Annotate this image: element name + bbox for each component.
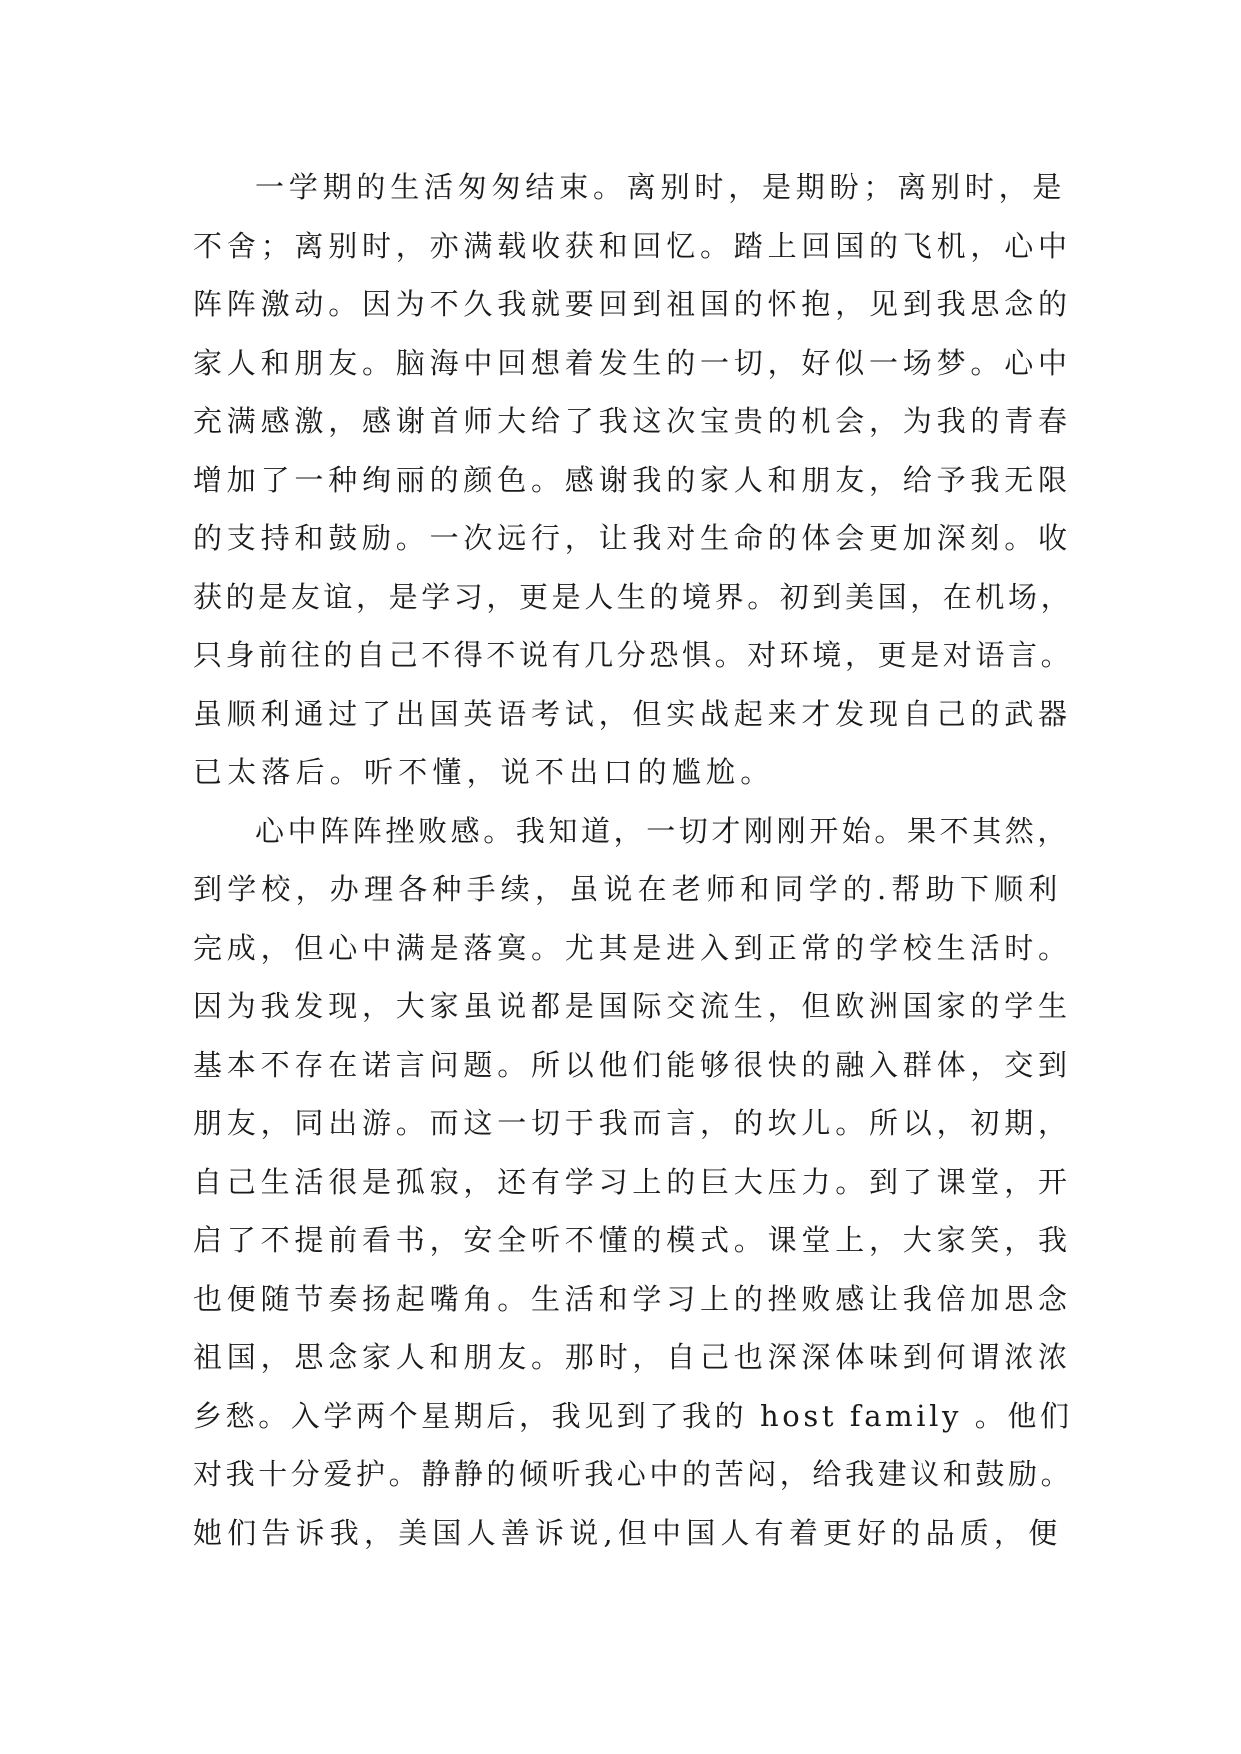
text-line: 启了不提前看书，安全听不懂的模式。课堂上，大家笑，我 (193, 1223, 1072, 1257)
paragraph-1 (193, 158, 1073, 802)
text-line: 心中阵阵挫败感。我知道，一切才刚刚开始。果不其然， (255, 813, 1071, 848)
text-line: 获的是友谊，是学习，更是人生的境界。初到美国，在机场， (193, 579, 1074, 614)
text-line: 的支持和鼓励。一次远行，让我对生命的体会更加深刻。收 (193, 521, 1072, 555)
text-line: 对我十分爱护。静静的倾听我心中的苦闷，给我建议和鼓励。 (193, 1457, 1074, 1491)
text-line: 基本不存在诺言问题。所以他们能够很快的融入群体，交到 (193, 1047, 1072, 1082)
text-line: 自己生活很是孤寂，还有学习上的巨大压力。到了课堂，开 (193, 1164, 1072, 1199)
body-text (193, 158, 1073, 1562)
text-line: 朋友，同出游。而这一切于我而言，的坎儿。所以，初期， (193, 1106, 1072, 1140)
text-line: 到学校，办理各种手续，虽说在老师和同学的.帮助下顺利 (193, 872, 1063, 906)
text-line: 也便随节奏扬起嘴角。生活和学习上的挫败感让我倍加思念 (193, 1281, 1072, 1316)
text-line: 充满感激，感谢首师大给了我这次宝贵的机会，为我的青春 (193, 404, 1072, 438)
text-line: 增加了一种绚丽的颜色。感谢我的家人和朋友，给予我无限 (193, 462, 1072, 497)
text-line: 不舍；离别时，亦满载收获和回忆。踏上回国的飞机，心中 (193, 228, 1072, 263)
text-line: 乡愁。入学两个星期后，我见到了我的 host family 。他们 (193, 1398, 1073, 1433)
text-line: 完成，但心中满是落寞。尤其是进入到正常的学校生活时。 (193, 930, 1072, 965)
text-line: 只身前往的自己不得不说有几分恐惧。对环境，更是对语言。 (193, 638, 1074, 672)
text-line: 阵阵激动。因为不久我就要回到祖国的怀抱，见到我思念的 (193, 287, 1072, 321)
text-line: 家人和朋友。脑海中回想着发生的一切，好似一场梦。心中 (193, 345, 1072, 380)
text-line: 一学期的生活匆匆结束。离别时，是期盼；离别时，是 (255, 170, 1067, 204)
text-line: 虽顺利通过了出国英语考试，但实战起来才发现自己的武器 (193, 696, 1072, 731)
text-line: 她们告诉我，美国人善诉说,但中国人有着更好的品质，便 (193, 1515, 1063, 1550)
text-line: 已太落后。听不懂，说不出口的尴尬。 (193, 755, 775, 789)
text-line: 祖国，思念家人和朋友。那时，自己也深深体味到何谓浓浓 (193, 1340, 1072, 1374)
text-line: 因为我发现，大家虽说都是国际交流生，但欧洲国家的学生 (193, 989, 1072, 1023)
paragraph-2 (193, 802, 1073, 1563)
